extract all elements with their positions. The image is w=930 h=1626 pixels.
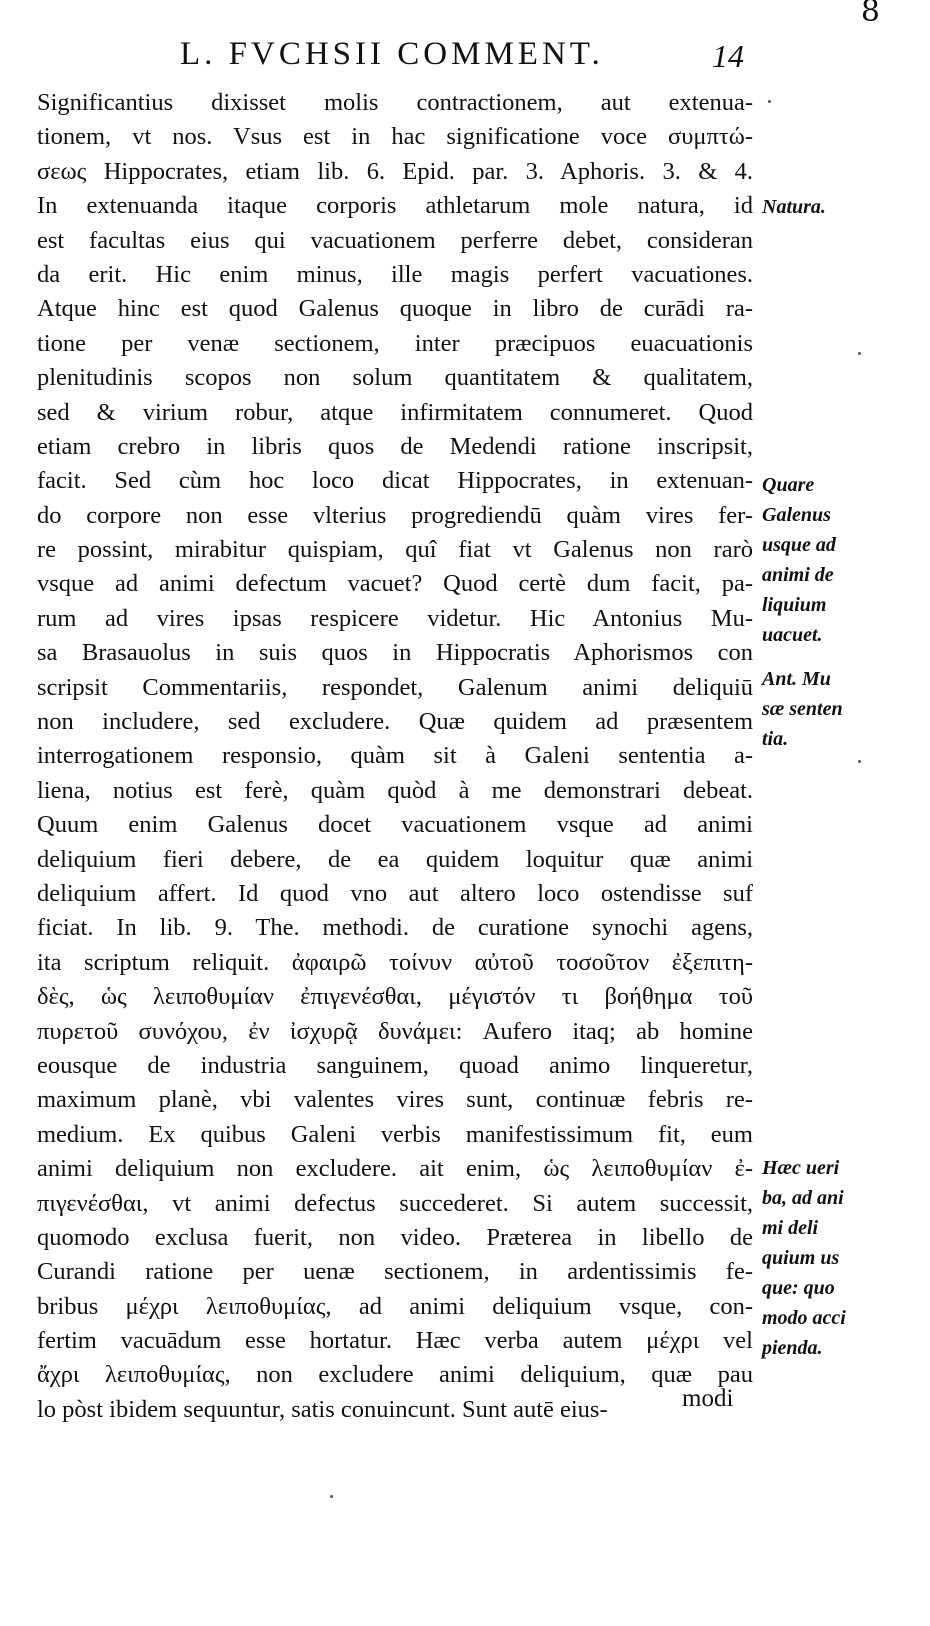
margin-note-quare-galenus <box>762 470 836 650</box>
text-line: deliquium fieri debere, de ea quidem loquitur quæ animi <box>37 845 753 873</box>
text-line: rum ad vires ipsas respicere videtur. Hic Antonius Mu- <box>37 604 753 632</box>
margin-note-haec-verba <box>762 1153 846 1363</box>
text-line: πυρετοῦ συνόχου, ἐν ἰσχυρᾷ δυνάμει: Aufero itaq; ab homine <box>37 1017 753 1045</box>
text-line: plenitudinis scopos non solum quantitatem & qualitatem, <box>37 364 753 392</box>
text-line: fertim vacuādum esse hortatur. Hæc verba autem μέχρι vel <box>37 1327 753 1355</box>
text-line: δὲς, ὡς λειποθυμίαν ἐπιγενέσθαι, μέγιστόν τι βοήθημα τοῦ <box>37 983 753 1011</box>
margin-note-line: modo acci <box>762 1307 846 1329</box>
ink-speck <box>858 352 861 355</box>
text-line: sed & virium robur, atque infirmitatem connumeret. Quod <box>37 398 753 426</box>
text-line: vsque ad animi defectum vacuet? Quod certè dum facit, pa- <box>37 570 753 598</box>
margin-note-line: usque ad <box>762 534 836 556</box>
ink-speck <box>858 760 861 763</box>
text-line: medium. Ex quibus Galeni verbis manifestissimum fit, eum <box>37 1120 753 1148</box>
margin-note-line: mi deli <box>762 1217 819 1239</box>
text-line: Quum enim Galenus docet vacuationem vsque ad animi <box>37 811 753 839</box>
corner-mark: 8 <box>860 0 880 29</box>
text-line: maximum planè, vbi valentes vires sunt, continuæ febris re- <box>37 1086 753 1114</box>
text-line: non includere, sed excludere. Quæ quidem ad præsentem <box>37 708 753 736</box>
margin-note-line: Hæc ueri <box>762 1157 840 1179</box>
text-line: animi deliquium non excludere. ait enim, ὡς λειποθυμίαν ἐ- <box>37 1155 753 1183</box>
margin-note-natura <box>762 192 826 222</box>
text-line: est facultas eius qui vacuationem perferre debet, consideran <box>37 226 753 254</box>
text-line: etiam crebro in libris quos de Medendi ratione inscripsit, <box>37 432 753 460</box>
text-line: da erit. Hic enim minus, ille magis perfert vacuationes. <box>37 260 753 288</box>
page-number: 14 <box>712 38 744 74</box>
margin-note-line: quium us <box>762 1247 840 1269</box>
text-line: scripsit Commentariis, respondet, Galenum animi deliquiū <box>37 673 753 701</box>
text-line: re possint, mirabitur quispiam, quî fiat vt Galenus non rarò <box>37 536 753 564</box>
text-line: ficiat. In lib. 9. The. methodi. de curatione synochi agens, <box>37 914 753 942</box>
text-line: ita scriptum reliquit. ἀφαιρῶ τοίνυν αὐτοῦ τοσοῦτον ἐξεπιτη- <box>37 948 753 976</box>
margin-note-line: Galenus <box>762 504 831 526</box>
ink-speck <box>768 100 771 103</box>
margin-note-line: que: quo <box>762 1277 835 1299</box>
margin-note-line: liquium <box>762 594 827 616</box>
margin-note-line: ba, ad ani <box>762 1187 844 1209</box>
text-line: Curandi ratione per uenæ sectionem, in ardentissimis fe- <box>37 1258 753 1286</box>
margin-note-ant-musae <box>762 664 843 754</box>
ink-speck <box>330 1495 333 1498</box>
text-line: bribus μέχρι λειποθυμίας, ad animi deliquium vsque, con- <box>37 1292 753 1320</box>
catchword: modi <box>682 1385 734 1412</box>
text-line: ἄχρι λειποθυμίας, non excludere animi deliquium, quæ pau <box>37 1361 753 1389</box>
text-line: do corpore non esse vlterius progrediendū quàm vires fer- <box>37 501 753 529</box>
margin-note-line: Quare <box>762 474 815 496</box>
text-line: eousque de industria sanguinem, quoad animo linqueretur, <box>37 1051 753 1079</box>
text-line: In extenuanda itaque corporis athletarum mole natura, id <box>37 192 753 220</box>
margin-note-line: sæ senten <box>762 698 843 720</box>
margin-note-line: Natura. <box>762 196 826 218</box>
text-line: σεως Hippocrates, etiam lib. 6. Epid. par. 3. Aphoris. 3. & 4. <box>37 157 753 185</box>
text-line: quomodo exclusa fuerit, non video. Præterea in libello de <box>37 1223 753 1251</box>
margin-note-line: Ant. Mu <box>762 668 831 690</box>
margin-note-line: tia. <box>762 728 789 750</box>
margin-note-line: animi de <box>762 564 834 586</box>
text-line: liena, notius est ferè, quàm quòd à me demonstrari debeat. <box>37 776 753 804</box>
running-head: L. FVCHSII COMMENT. <box>180 36 604 72</box>
text-line: facit. Sed cùm hoc loco dicat Hippocrates, in extenuan- <box>37 467 753 495</box>
text-line: tione per venæ sectionem, inter præcipuos euacuationis <box>37 329 753 357</box>
margin-note-line: pienda. <box>762 1337 823 1359</box>
margin-note-line: uacuet. <box>762 624 823 646</box>
text-line: Significantius dixisset molis contractionem, aut extenua- <box>37 89 753 116</box>
body-text <box>37 86 753 1427</box>
text-line: tionem, vt nos. Vsus est in hac significatione voce συμπτώ- <box>37 123 753 151</box>
text-line: lo pòst ibidem sequuntur, satis conuincunt. Sunt autē eius- <box>37 1395 608 1423</box>
text-line: πιγενέσθαι, vt animi defectus succederet. Si autem successit, <box>37 1189 753 1217</box>
text-line: sa Brasauolus in suis quos in Hippocratis Aphorismos con <box>37 639 753 667</box>
text-line: deliquium affert. Id quod vno aut altero loco ostendisse suf <box>37 879 753 907</box>
text-line: Atque hinc est quod Galenus quoque in libro de curādi ra- <box>37 295 753 323</box>
text-line: interrogationem responsio, quàm sit à Galeni sententia a- <box>37 742 753 770</box>
